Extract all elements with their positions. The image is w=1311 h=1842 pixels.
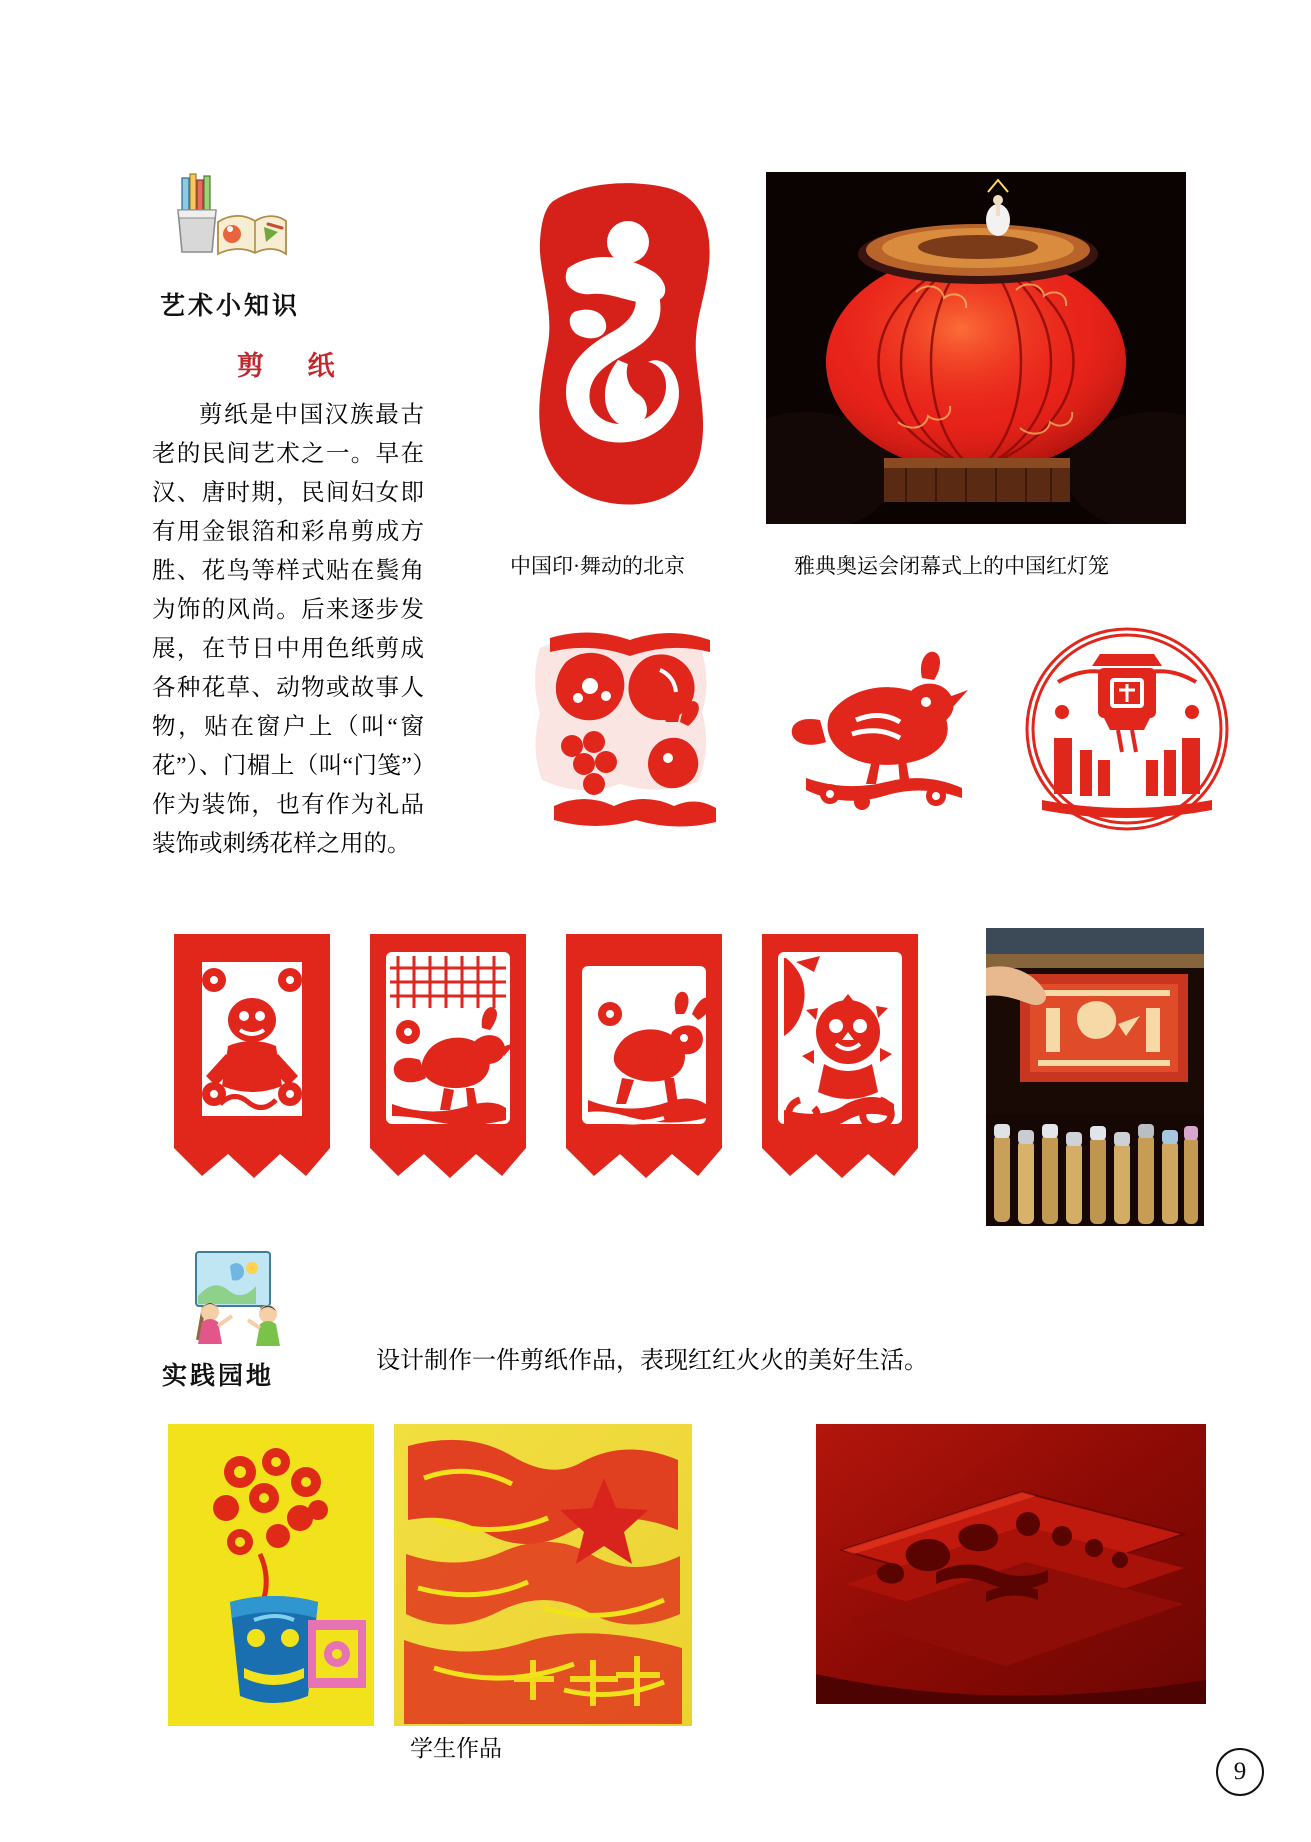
- figure-student-work-vase-flowers: [168, 1424, 374, 1726]
- figure-papercut-round-lantern-scene: [1018, 620, 1236, 838]
- section-label-art-knowledge: 艺术小知识: [160, 292, 301, 320]
- practice-task-text: 设计制作一件剪纸作品，表现红红火火的美好生活。: [376, 1348, 928, 1374]
- easel-children-icon: [174, 1244, 302, 1352]
- figure-papercut-banner-lion: [756, 928, 924, 1208]
- caption-athens-lantern: 雅典奥运会闭幕式上的中国红灯笼: [794, 554, 1109, 578]
- caption-student-works: 学生作品: [410, 1736, 502, 1761]
- figure-papercut-banner-child-flowers: [168, 928, 336, 1208]
- figure-papercut-bird-flowers: [786, 628, 982, 824]
- section-label-practice: 实践园地: [162, 1362, 275, 1390]
- figure-red-papercut-sheets-photo: [816, 1424, 1206, 1704]
- page-number-text: 9: [1233, 1758, 1247, 1785]
- figure-athens-lantern: [766, 172, 1186, 524]
- figure-papercut-banner-deer: [560, 928, 728, 1208]
- article-title: 剪 纸: [237, 351, 353, 381]
- article-body: 剪纸是中国汉族最古老的民间艺术之一。早在汉、唐时期，民间妇女即有用金银箔和彩帛剪成方胜、花鸟等样式贴在鬓角为饰的风尚。后来逐步发展，在节日中用色纸剪成各种花草、动物或故事人物，贴在窗户上（叫“窗花”）、门楣上（叫“门笺”）作为装饰，也有作为礼品装饰或刺绣花样之用的。: [152, 402, 424, 857]
- page-number: [1216, 1748, 1264, 1796]
- figure-dancing-beijing-seal: [508, 172, 744, 524]
- figure-papercut-banner-rooster: [364, 928, 532, 1208]
- figure-student-work-collage: [394, 1424, 692, 1726]
- art-supplies-icon: [160, 172, 288, 260]
- caption-dancing-beijing-seal: 中国印·舞动的北京: [510, 554, 685, 578]
- figure-papercut-fruits-rabbit: [520, 618, 755, 853]
- figure-papercutting-workshop: [986, 928, 1204, 1226]
